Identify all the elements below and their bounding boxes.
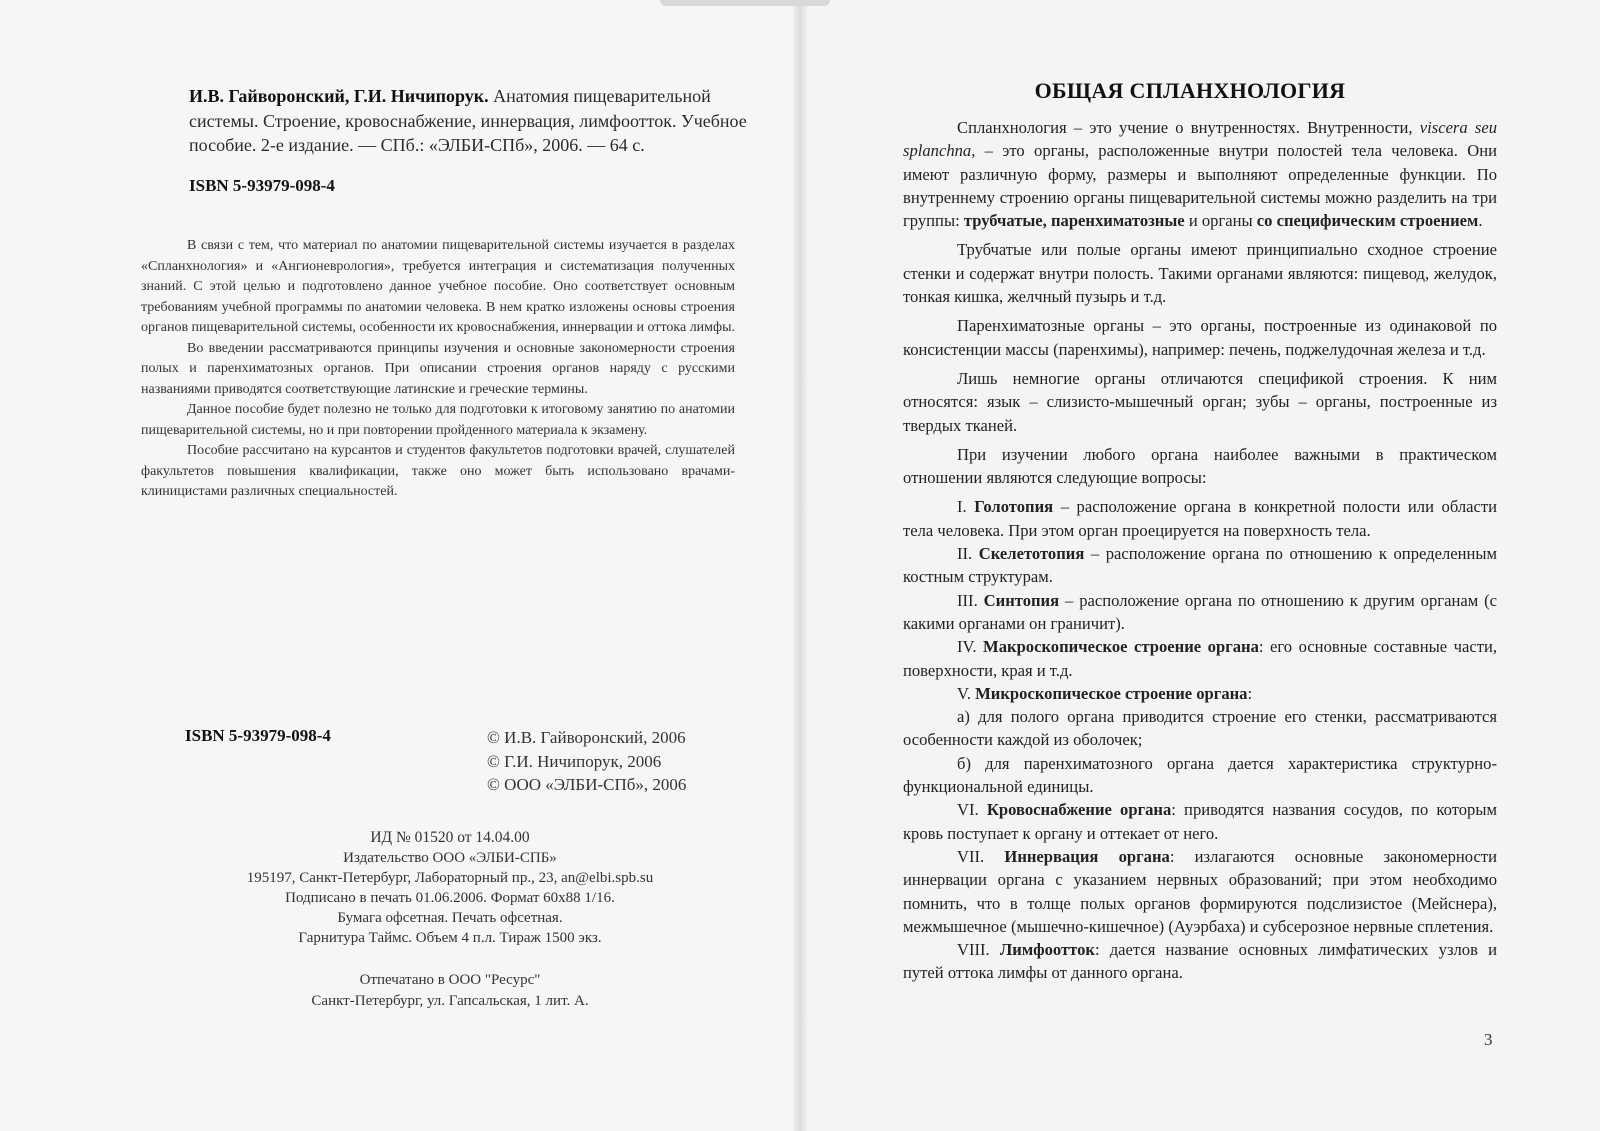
copyright-line: © Г.И. Ничипорук, 2006 (487, 751, 662, 771)
isbn-top: ISBN 5-93979-098-4 (189, 176, 335, 195)
latin-term: viscera seu splanchna (903, 118, 1498, 161)
question-item: VII. Иннервация органа: излагаются основные закономерности иннервации органа с указанием нервных образований; при этом необходимо помнить, что в толще полых органов формируются подслизистое (Мейснера), межмышечное (мышечно-кишечное) (Ауэрбаха) и субсерозное нервные сплетения. (903, 846, 1498, 936)
printer-info (185, 970, 715, 1011)
annotation-paragraph: Данное пособие будет полезно не только для подготовки к итоговому занятию по анатомии пищеварительной системы, но и при повторении пройденного материала к экзамену. (141, 402, 735, 438)
printer-line: Отпечатано в ООО "Ресурс" (359, 972, 541, 988)
annotation (141, 236, 735, 503)
sub-item: б) для паренхиматозного органа дается характеристика структурно-функциональной единицы. (903, 753, 1497, 797)
question-item: IV. Макроскопическое строение органа: его основные составные части, поверхности, края и т.д. (903, 637, 1497, 680)
chapter-title: ОБЩАЯ СПЛАНХНОЛОГИЯ (1034, 78, 1346, 103)
paragraph: Лишь немногие органы отличаются спецификой строения. К ним относятся: язык – слизисто-мышечный орган; зубы – органы, построенные из твердых тканей. (903, 368, 1497, 435)
question-item: VI. Кровоснабжение органа: приводятся названия сосудов, по которым кровь поступает к органу и оттекает от него. (903, 800, 1497, 843)
printer-line: Санкт-Петербург, ул. Гапсальская, 1 лит. А. (311, 992, 589, 1009)
imprint-line: Бумага офсетная. Печать офсетная. (337, 910, 563, 926)
page-number: 3 (1484, 1030, 1493, 1049)
imprint-line: Издательство ООО «ЭЛБИ-СПБ» (343, 850, 557, 866)
imprint-line: Подписано в печать 01.06.2006. Формат 60х88 1/16. (285, 890, 615, 906)
copyright-notices (487, 726, 686, 797)
intro-paragraph: Спланхнология – это учение о внутренностях. Внутренности, viscera seu splanchna, – это органы, расположенные внутри полостей тела человека. Они имеют различную форму, размеры и выполняют определенные функции. По внутреннему строению органы пищеварительной системы можно разделить на три группы: трубчатые, паренхиматозные и органы со специфическим строением. (903, 118, 1498, 231)
book-gutter (793, 0, 807, 1131)
bibliographic-record (189, 84, 749, 158)
paragraph: Паренхиматозные органы – это органы, построенные из одинаковой по консистенции массы (паренхимы), например: печень, поджелудочная железа и т.д. (903, 316, 1497, 359)
question-item: I. Голотопия – расположение органа в конкретной полости или области тела человека. При этом орган проецируется на поверхность тела. (903, 497, 1497, 540)
sub-item: а) для полого органа приводится строение его стенки, рассматриваются особенности каждой из оболочек; (903, 707, 1497, 750)
imprint-line: 195197, Санкт-Петербург, Лабораторный пр., 23, an@elbi.spb.su (246, 870, 654, 886)
bold-term: со специфическим строением (1256, 211, 1479, 231)
paragraph: При изучении любого органа наиболее важными в практическом отношении являются следующие вопросы: (903, 444, 1497, 488)
chapter-body (903, 116, 1497, 985)
paragraph: Трубчатые или полые органы имеют принципиально сходное строение стенки и содержат внутри полость. Такими органами являются: пищевод, желудок, тонкая кишка, желчный пузырь и т.д. (903, 240, 1497, 307)
authors: И.В. Гайворонский, Г.И. Ничипорук. (189, 86, 489, 106)
question-item: III. Синтопия – расположение органа по отношению к другим органам (с какими органами он граничит). (903, 590, 1498, 633)
question-item: V. Микроскопическое строение органа: (957, 683, 1253, 703)
imprint-line: Гарнитура Таймс. Объем 4 п.л. Тираж 1500 экз. (298, 930, 602, 946)
question-item: VIII. Лимфоотток: дается название основных лимфатических узлов и путей оттока лимфы от данного органа. (903, 940, 1497, 983)
annotation-paragraph: В связи с тем, что материал по анатомии пищеварительной системы изучается в разделах «Спланхнология» и «Ангионеврология», требуется интеграция и систематизация полученных знаний. С этой целью и подготовлено данное учебное пособие. Оно соответствует основным требованиям учебной программы по анатомии человека. В нем кратко изложены основы строения органов пищеварительной системы, особенности их кровоснабжения, иннервации и оттока лимфы. (141, 238, 736, 335)
bold-term: трубчатые, паренхиматозные (963, 211, 1185, 231)
question-item: II. Скелетотопия – расположение органа по отношению к определенным костным структурам. (903, 544, 1497, 587)
page-edge-shadow (660, 0, 830, 6)
book-description: Анатомия пищеварительной системы. Строение, кровоснабжение, иннервация, лимфоотток. Учебное пособие. 2-е издание. — СПб.: «ЭЛБИ-СПб», 2006. — 64 с. (189, 86, 747, 155)
copyright-line: © ООО «ЭЛБИ-СПб», 2006 (487, 775, 687, 794)
imprint-line: ИД № 01520 от 14.04.00 (370, 829, 530, 846)
isbn-bottom: ISBN 5-93979-098-4 (185, 726, 331, 745)
copyright-line: © И.В. Гайворонский, 2006 (487, 728, 686, 747)
annotation-paragraph: Во введении рассматриваются принципы изучения и основные закономерности строения полых и паренхиматозных органов. При описании строения органов наряду с русскими названиями приводятся соответствующие латинские и греческие термины. (141, 340, 735, 397)
imprint (185, 828, 715, 948)
annotation-paragraph: Пособие рассчитано на курсантов и студентов факультетов подготовки врачей, слушателей факультетов повышения квалификации, также оно может быть использовано врачами-клиницистами различных специальностей. (141, 443, 735, 499)
